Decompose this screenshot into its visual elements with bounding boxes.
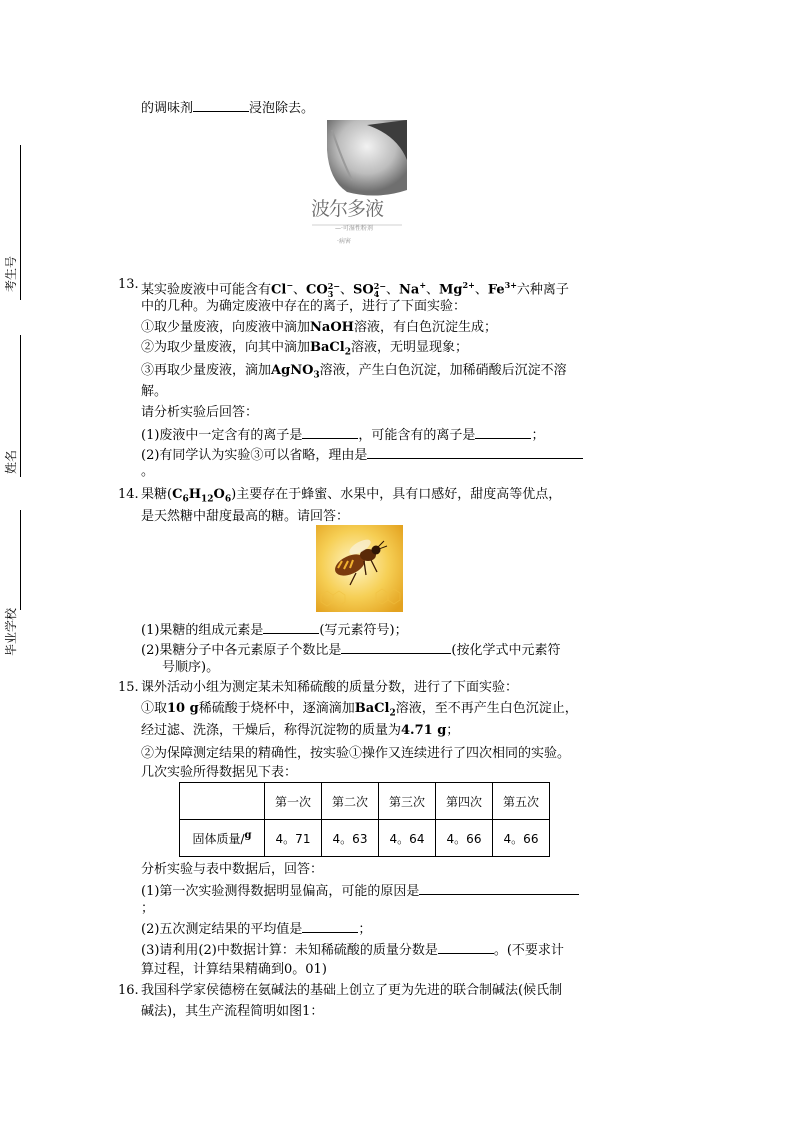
ion-mg: Mg: [439, 282, 463, 298]
q15-l2-a: ①取: [141, 701, 168, 716]
q16-number: 16.: [118, 983, 139, 998]
sep: 、: [386, 282, 400, 298]
ion-cl-sup: −: [286, 280, 294, 290]
fructose-h: H: [188, 487, 201, 502]
q13-line-5: [141, 362, 567, 385]
q13-line-7: 请分析实验后回答：: [141, 405, 259, 420]
q14-line-4: [141, 640, 561, 660]
bordeaux-caption-1: —·可湿性粉剂: [335, 225, 373, 232]
agno3: AgNO: [271, 363, 314, 378]
table-cell: 4。66: [436, 820, 493, 857]
q13-line-2: 中的几种。为确定废液中存在的离子，进行了下面实验：: [141, 299, 467, 314]
q15-line-5: 几次实验所得数据见下表：: [141, 765, 298, 780]
q15-line-2: [141, 700, 578, 723]
q15-line-3: [141, 722, 459, 740]
table-cell: 4。71: [265, 820, 322, 857]
q14-number: 14.: [118, 487, 139, 502]
mass-471g: 4.71 g: [401, 723, 447, 738]
school-line: [20, 510, 21, 610]
ion-co3: CO: [306, 282, 328, 298]
row-label: 固体质量/: [192, 831, 245, 846]
table-header-cell: 第三次: [379, 783, 436, 820]
ion-co3-sup: 2−: [327, 280, 340, 291]
row-unit: g: [244, 829, 252, 841]
ion-so4-sup: 2−: [373, 280, 386, 291]
name-label: 姓名: [4, 449, 18, 474]
ion-fe: Fe: [487, 282, 505, 298]
q14-l1-b: )主要存在于蜂蜜、水果中，具有口感好，甜度高等优点，: [231, 487, 562, 502]
q13-l3-b: 溶液，有白色沉淀生成；: [353, 320, 497, 335]
sep: 、: [339, 282, 353, 298]
q13-l3-a: ①取少量废液，向废液中滴加: [141, 320, 311, 335]
answer-blank[interactable]: [193, 98, 249, 112]
table-cell: 4。66: [493, 820, 550, 857]
q14-line-1: [141, 486, 561, 509]
bacl2-sub: 2: [389, 708, 396, 719]
name-line: [20, 335, 21, 477]
q13-l9: (2)有同学认为实验③可以省略，理由是: [141, 448, 368, 463]
q16-line-1: 我国科学家侯德榜在氨碱法的基础上创立了更为先进的联合制碱法(候氏制: [141, 983, 563, 998]
naoh: NaOH: [310, 320, 354, 335]
answer-blank[interactable]: [419, 881, 579, 895]
table-header-cell: 第二次: [322, 783, 379, 820]
q15-line-11: 算过程，计算结果精确到0。01): [141, 962, 327, 977]
q14-l3-a: (1)果糖的组成元素是: [141, 623, 264, 638]
table-row-label: [180, 820, 265, 857]
q15-line-10: [141, 940, 564, 960]
sep: 、: [293, 282, 307, 298]
agno3-sub: 3: [313, 370, 320, 381]
table-cell: 4。63: [322, 820, 379, 857]
bacl2: BaCl: [310, 340, 345, 355]
bordeaux-title: 波尔多液: [311, 198, 384, 220]
q15-line-9: [141, 919, 371, 939]
q14-l4-a: (2)果糖分子中各元素原子个数比是: [141, 643, 342, 658]
q15-line-4: ②为保障测定结果的精确性，按实验①操作又连续进行了四次相同的实验。: [141, 746, 571, 761]
q13-number: 13.: [118, 277, 139, 292]
fructose-o-sub: 6: [224, 494, 232, 505]
ion-fe-sup: 3+: [504, 280, 517, 290]
school-label: 毕业学校: [4, 607, 18, 656]
q13-l8-c: ；: [531, 428, 545, 443]
top-text-b: 浸泡除去。: [249, 101, 315, 116]
sep: 、: [474, 282, 488, 298]
q15-l10-a: (3)请利用(2)中数据计算：未知稀硫酸的质量分数是: [141, 943, 438, 958]
answer-blank[interactable]: [367, 445, 583, 459]
table-header-cell: 第一次: [265, 783, 322, 820]
q14-line-5: 号顺序)。: [162, 660, 220, 675]
q13-line-9: [141, 445, 583, 465]
data-table: [179, 782, 550, 857]
q13-l8-a: (1)废液中一定含有的离子是: [141, 428, 303, 443]
top-text-a: 的调味剂: [141, 101, 194, 116]
answer-blank[interactable]: [341, 640, 451, 654]
table-header-cell: 第四次: [436, 783, 493, 820]
q16-line-2: 碱法)，其生产流程简明如图1：: [141, 1004, 324, 1019]
answer-blank[interactable]: [263, 620, 319, 634]
top-line: [141, 98, 314, 118]
sep: 、: [426, 282, 440, 298]
answer-blank[interactable]: [302, 919, 358, 933]
q15-line-6: 分析实验与表中数据后，回答：: [141, 862, 324, 877]
q13-line-6: 解。: [141, 384, 168, 399]
q15-l2-c: 溶液，至不再产生白色沉淀止，: [395, 701, 578, 716]
table-row: [180, 820, 550, 857]
ion-co3-sub: 3: [327, 288, 334, 299]
table-cell: 4。64: [379, 820, 436, 857]
q15-l2-b: 稀硫酸于烧杯中，逐滴滴加: [198, 701, 355, 716]
ion-so4: SO: [353, 282, 374, 298]
answer-blank[interactable]: [475, 425, 531, 439]
q13-line-10: 。: [141, 464, 155, 479]
bacl2-sub: 2: [344, 347, 351, 358]
q14-l4-b: (按化学式中元素符: [451, 643, 561, 658]
q13-line-1: [141, 276, 569, 299]
fructose-h-sub: 12: [201, 494, 214, 505]
q15-line-1: 课外活动小组为测定某未知稀硫酸的质量分数，进行了下面实验：: [141, 680, 519, 695]
table-header-cell: 第五次: [493, 783, 550, 820]
q14-line-3: [141, 620, 408, 640]
q15-number: 15.: [118, 680, 139, 695]
bordeaux-mixture-image: [307, 120, 407, 270]
q15-l3-b: ；: [446, 723, 460, 738]
q13-line-8: [141, 425, 544, 445]
answer-blank[interactable]: [302, 425, 358, 439]
mass-10g: 10 g: [167, 701, 199, 716]
q14-l3-b: (写元素符号)；: [319, 623, 408, 638]
q13-l4-b: 溶液，无明显现象；: [350, 340, 468, 355]
q13-l5-b: 溶液，产生白色沉淀，加稀硝酸后沉淀不溶: [319, 363, 567, 378]
q15-l9-b: ；: [358, 922, 372, 937]
q14-line-2: 是天然糖中甜度最高的糖。请回答：: [141, 509, 350, 524]
ion-na: Na: [399, 282, 420, 298]
q14-l1-a: 果糖(: [141, 487, 173, 502]
q15-l7: (1)第一次实验测得数据明显偏高，可能的原因是: [141, 884, 420, 899]
answer-blank[interactable]: [438, 940, 494, 954]
table-header-cell: [180, 783, 265, 820]
ion-cl: Cl: [271, 282, 287, 298]
q15-line-7: [141, 881, 579, 901]
q13-l1-b: 六种离子: [516, 282, 569, 298]
ion-na-sup: +: [419, 280, 427, 290]
exam-no-label: 考生号: [4, 255, 18, 292]
ion-so4-sub: 4: [373, 288, 380, 299]
q13-line-3: [141, 319, 497, 337]
fructose-c: C: [172, 487, 183, 502]
fructose-o: O: [213, 487, 225, 502]
bee-honeycomb-image: [316, 525, 403, 612]
q13-l5-a: ③再取少量废液，滴加: [141, 363, 272, 378]
q15-line-8: ；: [141, 901, 155, 916]
exam-no-line: [20, 145, 21, 300]
q15-l9-a: (2)五次测定结果的平均值是: [141, 922, 303, 937]
table-header-row: [180, 783, 550, 820]
q13-l4-a: ②为取少量废液，向其中滴加: [141, 340, 311, 355]
bacl2: BaCl: [354, 701, 390, 716]
q13-l1-a: 某实验废液中可能含有: [141, 282, 272, 298]
q15-l10-b: 。(不要求计: [493, 943, 564, 958]
ion-mg-sup: 2+: [462, 280, 475, 290]
q15-l3-a: 经过滤、洗涤，干燥后，称得沉淀物的质量为: [141, 723, 402, 738]
q13-line-4: [141, 339, 468, 362]
q13-l8-b: ，可能含有的离子是: [358, 428, 476, 443]
fructose-c-sub: 6: [182, 494, 189, 505]
bordeaux-caption-2: ·病害: [337, 238, 351, 245]
